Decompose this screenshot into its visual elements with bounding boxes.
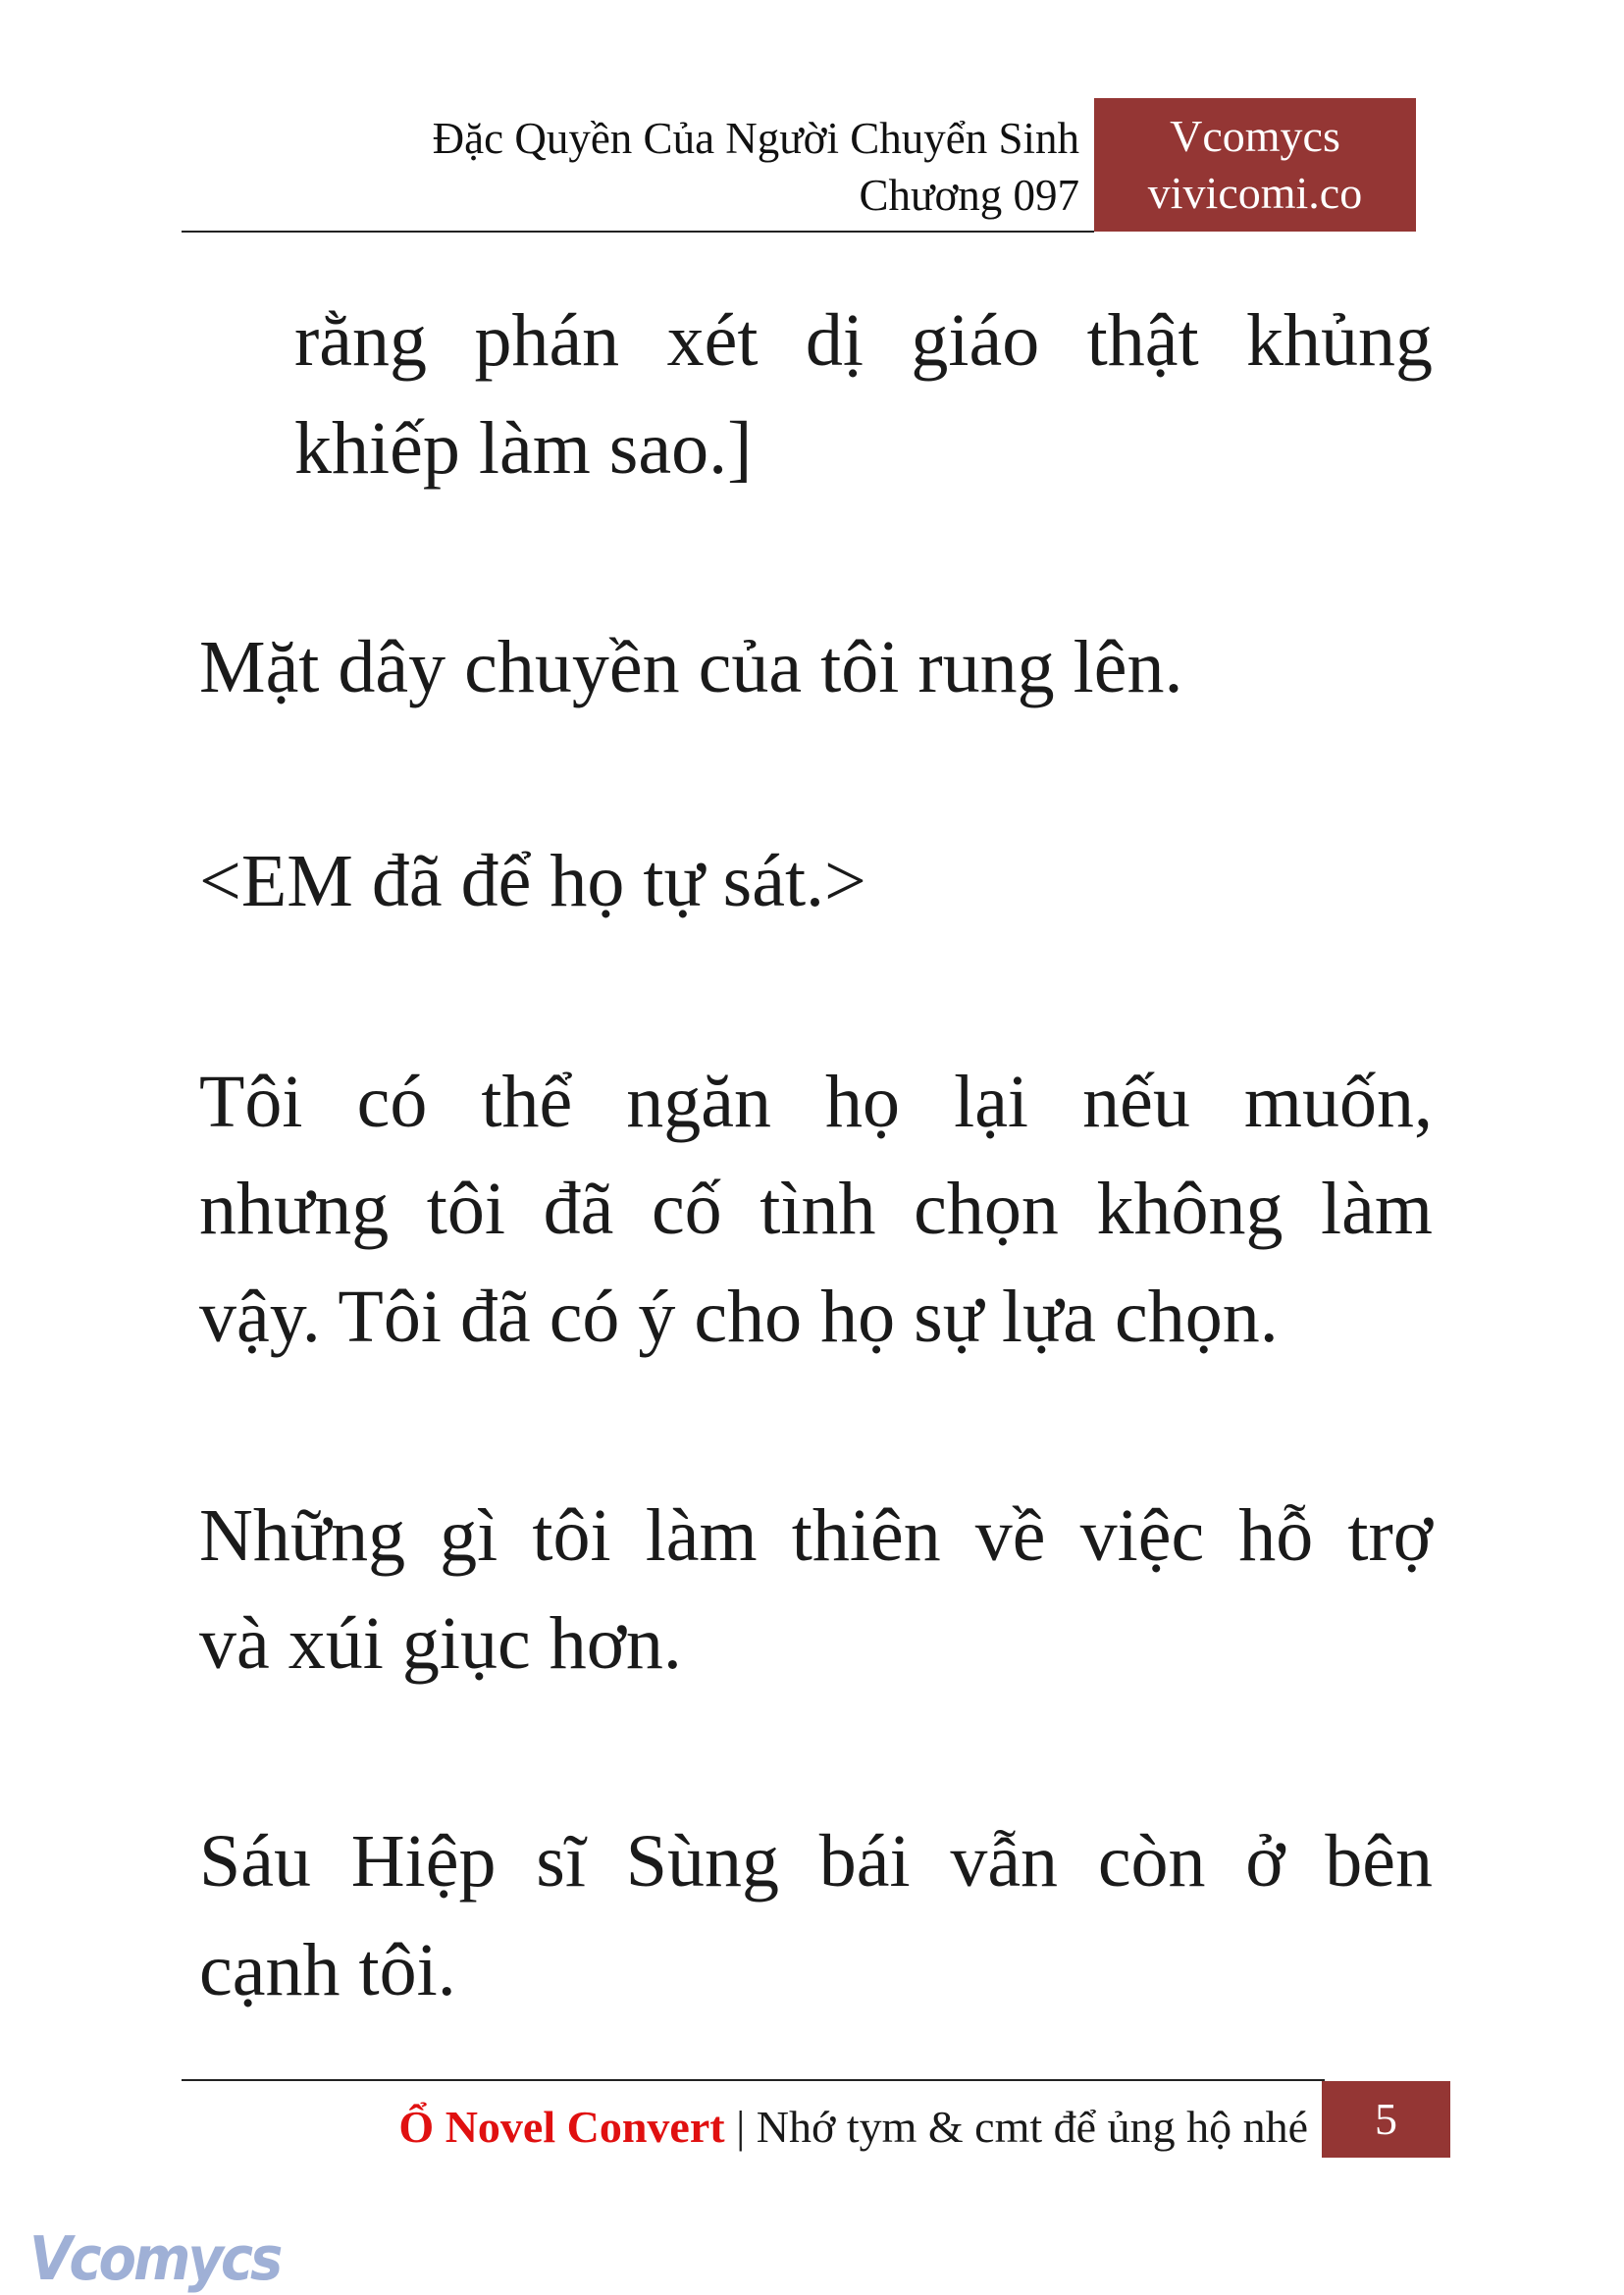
header-divider bbox=[182, 231, 1094, 233]
watermark-logo: Vcomycs bbox=[29, 2223, 281, 2295]
chapter-label: Chương 097 bbox=[859, 171, 1079, 220]
site-url: vivicomi.co bbox=[1147, 168, 1363, 218]
site-name: Vcomycs bbox=[1170, 111, 1340, 161]
text-line: khiếp làm sao.] bbox=[294, 407, 753, 490]
footer-text bbox=[398, 2098, 1308, 2157]
text-line: cạnh tôi. bbox=[199, 1929, 456, 2011]
footer-separator: | bbox=[736, 2102, 746, 2152]
text-line: Sáu Hiệp sĩ Sùng bái vẫn còn ở bên bbox=[199, 1820, 1433, 1903]
footer-divider bbox=[182, 2079, 1325, 2081]
footer-brand: Ổ Novel Convert bbox=[398, 2102, 725, 2152]
text-line: Tôi có thể ngăn họ lại nếu muốn, bbox=[199, 1061, 1433, 1143]
page-number: 5 bbox=[1322, 2081, 1450, 2158]
text-line: nhưng tôi đã cố tình chọn không làm bbox=[199, 1168, 1433, 1250]
text-line: rằng phán xét dị giáo thật khủng bbox=[294, 299, 1433, 382]
footer-message: Nhớ tym & cmt để ủng hộ nhé bbox=[756, 2102, 1308, 2152]
text-line: vậy. Tôi đã có ý cho họ sự lựa chọn. bbox=[199, 1276, 1279, 1358]
header-title bbox=[433, 110, 1079, 224]
book-title: Đặc Quyền Của Người Chuyển Sinh bbox=[432, 114, 1079, 163]
text-line: và xúi giục hơn. bbox=[199, 1602, 682, 1685]
site-badge bbox=[1094, 98, 1416, 232]
text-line: Những gì tôi làm thiên về việc hỗ trợ bbox=[199, 1494, 1433, 1577]
text-line: Mặt dây chuyền của tôi rung lên. bbox=[199, 626, 1183, 708]
text-line: <EM đã để họ tự sát.> bbox=[199, 840, 866, 922]
